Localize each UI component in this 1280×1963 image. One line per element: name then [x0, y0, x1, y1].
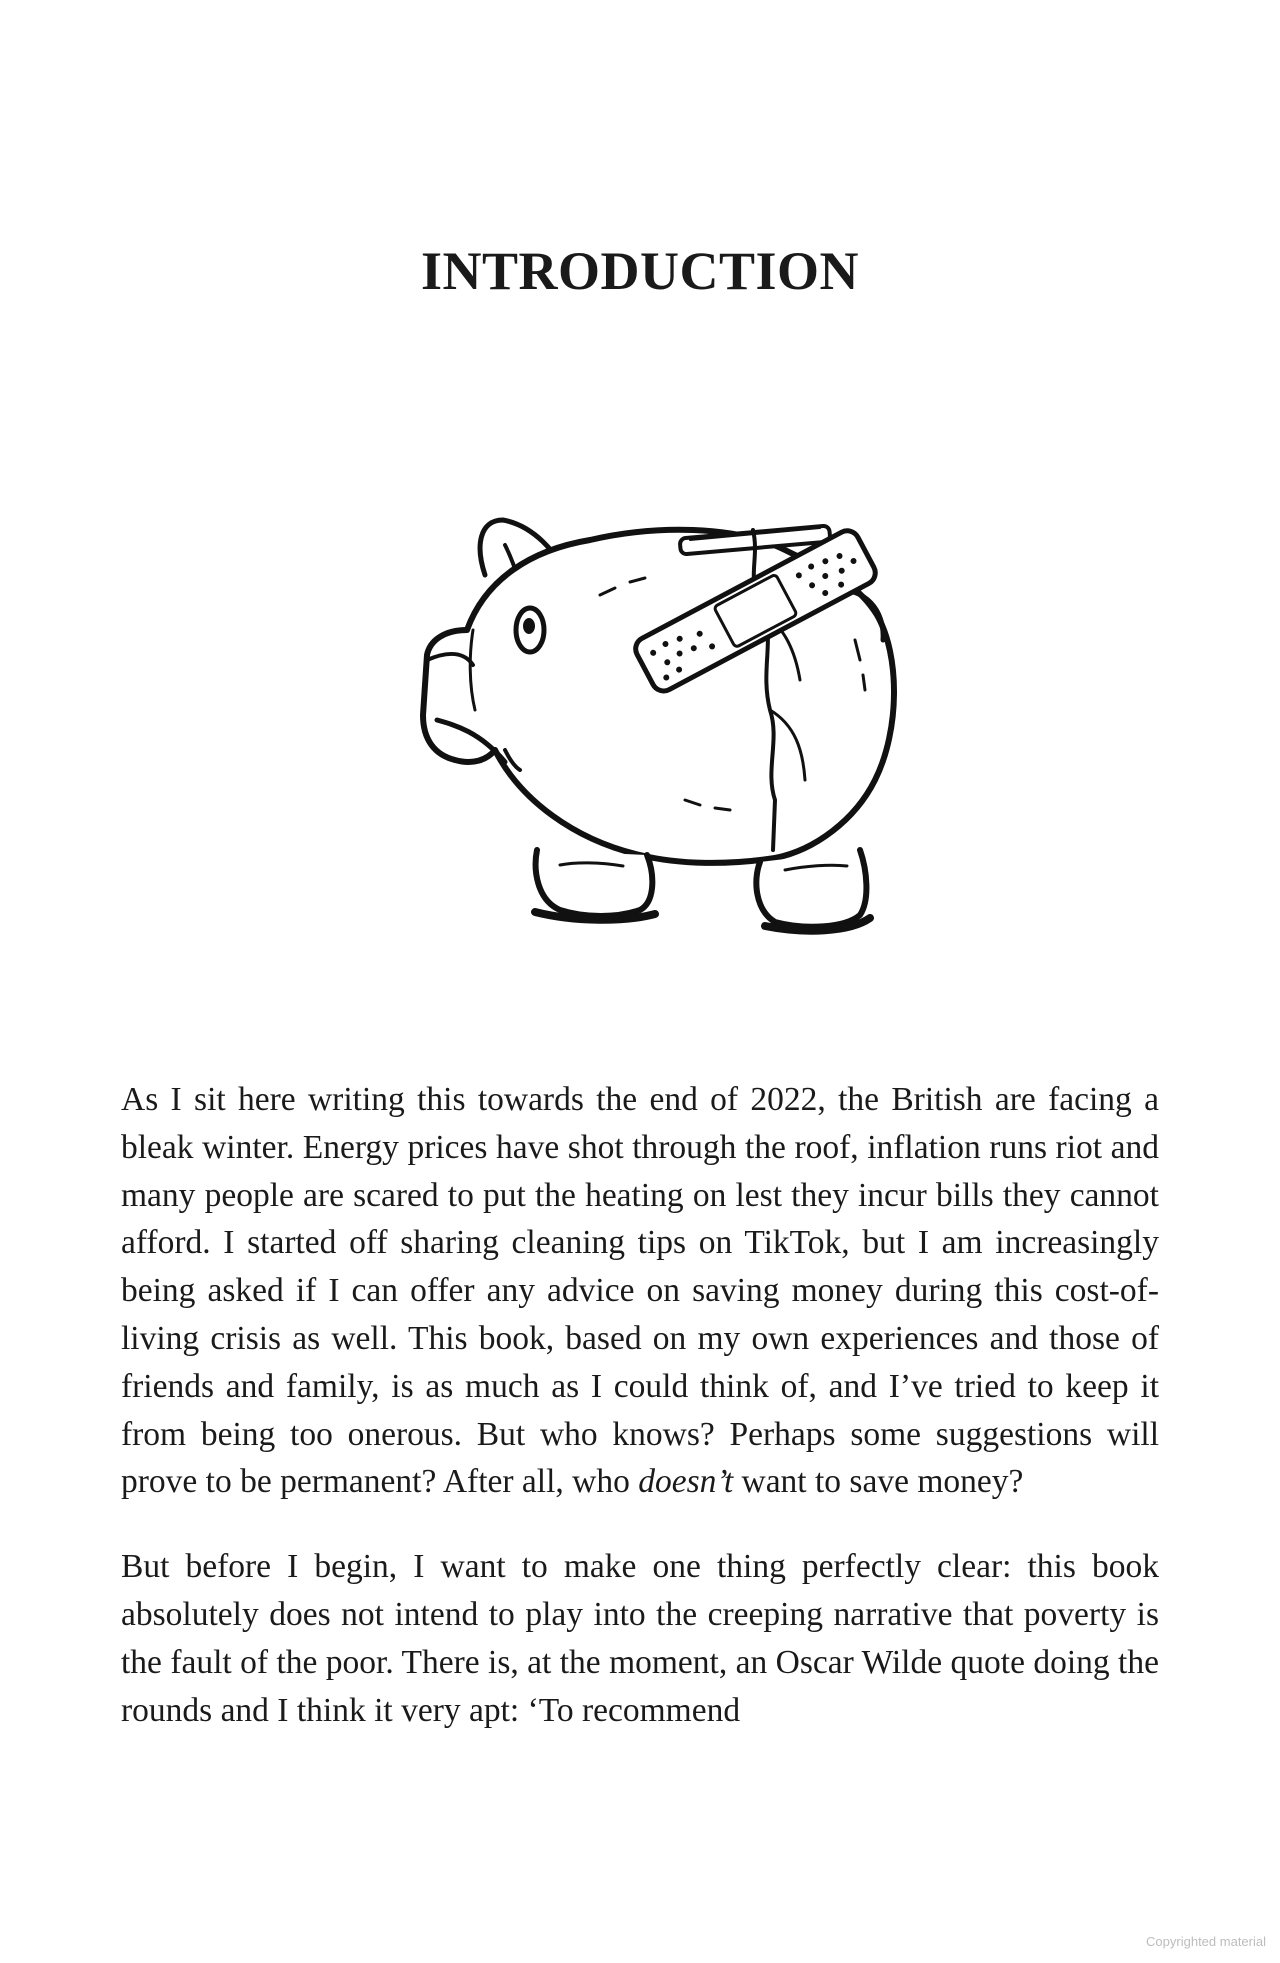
paragraph-1	[121, 1076, 1159, 1506]
copyright-note: Copyrighted material	[1146, 1934, 1266, 1949]
paragraph-2: But before I begin, I want to make one thing perfectly clear: this book absolutely does not intend to play into the creeping narrative that poverty is the fault of the poor. There is, at the moment, an Oscar Wilde quote doing the rounds and I think it very apt: ‘To recommend	[121, 1548, 1159, 1729]
bandaged-piggy-bank-icon	[355, 470, 995, 970]
paragraph-1-emphasis: doesn’t	[638, 1463, 734, 1501]
chapter-title: INTRODUCTION	[420, 241, 860, 301]
body-text	[121, 1076, 1159, 1771]
paragraph-1-text-end: want to save money?	[733, 1463, 1024, 1501]
paragraph-1-text: As I sit here writing this towards the end of 2022, the British are facing a bleak winter. Energy prices have shot through the roof, inflation runs riot and many people are scared to put the heating on lest they incur bills they cannot afford. I started off sharing cleaning tips on TikTok, but I am increasingly being asked if I can offer any advice on saving money during this cost-of-living crisis as well. This book, based on my own experiences and those of friends and family, is as much as I could think of, and I’ve tried to keep it from being too onerous. But who knows? Perhaps some suggestions will prove to be permanent? After all, who	[121, 1081, 1159, 1501]
